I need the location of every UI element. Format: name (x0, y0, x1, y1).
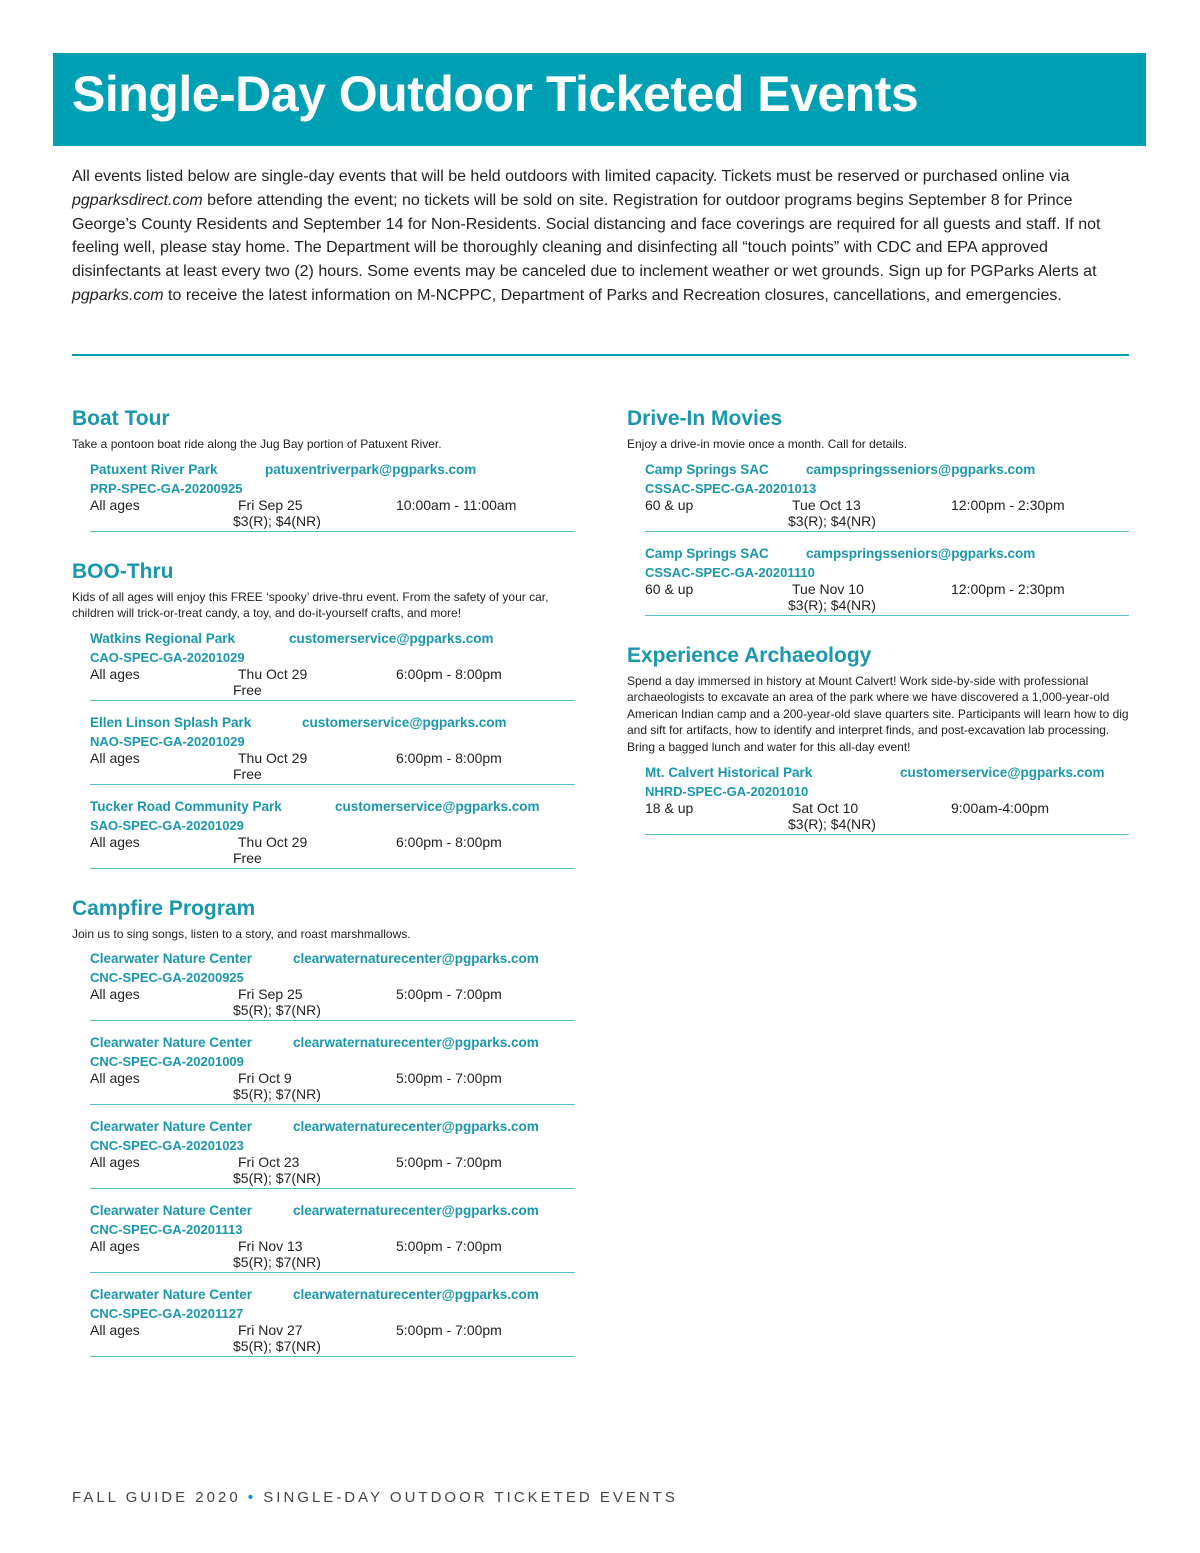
age-range: All ages (90, 749, 140, 766)
section-title: Experience Archaeology (627, 643, 872, 667)
event-section-boat-tour (72, 404, 575, 532)
contact-email-link[interactable]: clearwaternaturecenter@pgparks.com (293, 951, 539, 967)
section-description: Enjoy a drive-in movie once a month. Call for details. (627, 437, 908, 451)
age-range: All ages (90, 1322, 140, 1339)
age-range: All ages (90, 496, 140, 513)
section-description: Take a pontoon boat ride along the Jug Bay portion of Patuxent River. (72, 437, 442, 451)
event-date: Fri Nov 27 (238, 1322, 303, 1339)
location-name: Camp Springs SAC (645, 461, 769, 477)
event-price: $3(R); $4(NR) (788, 512, 876, 529)
event-price: $5(R); $7(NR) (233, 1338, 321, 1355)
section-title: BOO-Thru (72, 559, 174, 583)
activity-code: CNC-SPEC-GA-20201009 (90, 1054, 244, 1070)
entry-header (645, 762, 1129, 783)
entry-header (90, 948, 575, 969)
section-description: Spend a day immersed in history at Mount Calvert! Work side-by-side with professional archaeologists to excavate an area of the park where we have discovered a 1,000-year-old American Indian camp and a 200-year-old slave quarters site. Participants will learn how to dig and sift for artifacts, how to identify and interpret finds, and post-excavation lab processing. Bring a bagged lunch and water for this all-day event! (627, 673, 1129, 754)
contact-email-link[interactable]: campspringsseniors@pgparks.com (806, 461, 1036, 477)
location-name: Clearwater Nature Center (90, 951, 253, 967)
event-date: Thu Oct 29 (238, 749, 308, 766)
entry-header (90, 1116, 575, 1137)
event-details (90, 497, 575, 529)
intro-text-1: All events listed below are single-day events that will be held outdoors with limited capacity. Tickets must be reserved or purchased online via (72, 168, 1070, 185)
section-title: Campfire Program (72, 896, 256, 920)
event-details (645, 497, 1129, 529)
contact-email-link[interactable]: campspringsseniors@pgparks.com (806, 545, 1036, 561)
age-range: All ages (90, 665, 140, 682)
activity-code: CSSAC-SPEC-GA-20201110 (645, 564, 815, 580)
event-time: 6:00pm - 8:00pm (396, 749, 502, 766)
entry-header (90, 1284, 575, 1305)
event-entry (90, 712, 575, 785)
location-name: Patuxent River Park (90, 461, 218, 477)
event-time: 12:00pm - 2:30pm (951, 496, 1065, 513)
location-name: Clearwater Nature Center (90, 1035, 253, 1051)
event-time: 10:00am - 11:00am (396, 496, 517, 513)
event-date: Fri Nov 13 (238, 1238, 303, 1255)
event-time: 12:00pm - 2:30pm (951, 580, 1065, 597)
event-entry (645, 543, 1129, 616)
event-section-experience-archaeology (627, 641, 1129, 835)
event-price: $3(R); $4(NR) (788, 815, 876, 832)
contact-email-link[interactable]: customerservice@pgparks.com (335, 798, 540, 814)
left-column (72, 404, 575, 1368)
intro-paragraph (72, 165, 1132, 308)
contact-email-link[interactable]: customerservice@pgparks.com (900, 764, 1105, 780)
event-price: $3(R); $4(NR) (788, 596, 876, 613)
location-name: Mt. Calvert Historical Park (645, 764, 813, 780)
activity-code: CNC-SPEC-GA-20201127 (90, 1306, 244, 1322)
event-entry (90, 459, 575, 532)
activity-code: CAO-SPEC-GA-20201029 (90, 649, 245, 665)
event-entry (90, 1032, 575, 1105)
event-entry (90, 628, 575, 701)
event-section-boo-thru (72, 557, 575, 869)
activity-code: CNC-SPEC-GA-20201113 (90, 1222, 243, 1238)
event-details (90, 1154, 575, 1186)
activity-code: PRP-SPEC-GA-20200925 (90, 480, 243, 496)
event-entry (90, 1116, 575, 1189)
age-range: 18 & up (645, 799, 694, 816)
age-range: All ages (90, 833, 140, 850)
age-range: All ages (90, 1154, 140, 1171)
location-name: Camp Springs SAC (645, 545, 769, 561)
event-entry (90, 1284, 575, 1357)
event-date: Thu Oct 29 (238, 833, 308, 850)
location-name: Clearwater Nature Center (90, 1119, 253, 1135)
contact-email-link[interactable]: clearwaternaturecenter@pgparks.com (293, 1035, 539, 1051)
activity-code: CSSAC-SPEC-GA-20201013 (645, 480, 817, 496)
entry-header (90, 1032, 575, 1053)
entry-header (645, 459, 1129, 480)
event-details (90, 1322, 575, 1354)
event-price: $5(R); $7(NR) (233, 1254, 321, 1271)
section-title: Drive-In Movies (627, 407, 783, 430)
event-entry (90, 796, 575, 869)
event-price: $5(R); $7(NR) (233, 1086, 321, 1103)
event-price: $5(R); $7(NR) (233, 1002, 321, 1019)
contact-email-link[interactable]: clearwaternaturecenter@pgparks.com (293, 1119, 539, 1135)
entry-header (90, 628, 575, 649)
section-description: Join us to sing songs, listen to a story, and roast marshmallows. (72, 926, 411, 941)
pgparksdirect-link[interactable]: pgparksdirect.com (72, 191, 203, 209)
location-name: Clearwater Nature Center (90, 1203, 253, 1219)
intro-text-2: before attending the event; no tickets will be sold on site. Registration for outdoor programs begins September 8 for Prince George’s County Residents and September 14 for Non-Residents. Social distancing and face coverings are required for all guests and staff. If not feeling well, please stay home. The Department will be thoroughly cleaning and disinfecting all “touch points” with CDC and EPA approved disinfectants at least every two (2) hours. Some events may be canceled due to inclement weather or wet grounds. Sign up for PGParks Alerts at (72, 191, 1101, 281)
activity-code: NHRD-SPEC-GA-20201010 (645, 783, 809, 799)
age-range: All ages (90, 1238, 140, 1255)
event-date: Tue Nov 10 (792, 580, 864, 597)
right-column (627, 404, 1129, 846)
age-range: 60 & up (645, 580, 694, 597)
event-time: 5:00pm - 7:00pm (396, 1238, 502, 1255)
event-details (90, 750, 575, 782)
age-range: All ages (90, 1070, 140, 1087)
event-details (645, 800, 1129, 832)
location-name: Ellen Linson Splash Park (90, 714, 252, 730)
location-name: Clearwater Nature Center (90, 1287, 253, 1303)
event-time: 6:00pm - 8:00pm (396, 833, 502, 850)
title-banner (53, 53, 1146, 146)
event-time: 6:00pm - 8:00pm (396, 665, 502, 682)
activity-code: SAO-SPEC-GA-20201029 (90, 817, 244, 833)
event-date: Sat Oct 10 (792, 799, 859, 816)
event-price: $5(R); $7(NR) (233, 1170, 321, 1187)
footer-guide: FALL GUIDE 2020 (72, 1489, 241, 1506)
event-section-campfire-program (72, 894, 575, 1358)
event-date: Fri Sep 25 (238, 986, 303, 1003)
event-details (90, 1238, 575, 1270)
event-section-drive-in-movies (627, 404, 1129, 616)
contact-email-link[interactable]: customerservice@pgparks.com (302, 714, 507, 730)
entry-header (645, 543, 1129, 564)
event-price: Free (233, 849, 262, 866)
activity-code: CNC-SPEC-GA-20200925 (90, 970, 244, 986)
event-date: Thu Oct 29 (238, 665, 308, 682)
location-name: Watkins Regional Park (90, 630, 236, 646)
event-time: 5:00pm - 7:00pm (396, 986, 502, 1003)
contact-email-link[interactable]: clearwaternaturecenter@pgparks.com (293, 1287, 539, 1303)
event-time: 5:00pm - 7:00pm (396, 1322, 502, 1339)
location-name: Tucker Road Community Park (90, 798, 282, 814)
event-time: 9:00am-4:00pm (951, 799, 1050, 816)
section-title: Boat Tour (72, 407, 170, 430)
contact-email-link[interactable]: clearwaternaturecenter@pgparks.com (293, 1203, 539, 1219)
age-range: All ages (90, 986, 140, 1003)
event-details (645, 581, 1129, 613)
entry-header (90, 712, 575, 733)
event-details (90, 1070, 575, 1102)
event-date: Fri Oct 23 (238, 1154, 300, 1171)
intro-text-3: to receive the latest information on M-NCPPC, Department of Parks and Recreation closures, cancellations, and emergencies. (163, 286, 1062, 304)
event-time: 5:00pm - 7:00pm (396, 1070, 502, 1087)
activity-code: CNC-SPEC-GA-20201023 (90, 1138, 244, 1154)
age-range: 60 & up (645, 496, 694, 513)
footer-bullet: • (247, 1489, 257, 1506)
event-details (90, 986, 575, 1018)
pgparks-link[interactable]: pgparks.com (72, 286, 164, 304)
event-entry (645, 762, 1129, 835)
event-details (90, 834, 575, 866)
event-entry (645, 459, 1129, 532)
event-date: Fri Oct 9 (238, 1070, 292, 1087)
event-date: Tue Oct 13 (792, 496, 861, 513)
event-price: $3(R); $4(NR) (233, 512, 321, 529)
event-price: Free (233, 681, 262, 698)
event-entry (90, 948, 575, 1021)
event-time: 5:00pm - 7:00pm (396, 1154, 502, 1171)
entry-header (90, 1200, 575, 1221)
page-footer (72, 1489, 678, 1506)
section-description: Kids of all ages will enjoy this FREE ‘spooky’ drive-thru event. From the safety of your car, children will trick-or-treat candy, a toy, and do-it-yourself crafts, and more! (72, 589, 549, 621)
entry-header (90, 796, 575, 817)
page-title: Single-Day Outdoor Ticketed Events (72, 66, 919, 122)
contact-email-link[interactable]: customerservice@pgparks.com (289, 630, 494, 646)
event-entry (90, 1200, 575, 1273)
activity-code: NAO-SPEC-GA-20201029 (90, 733, 245, 749)
section-divider (72, 354, 1129, 356)
event-details (90, 666, 575, 698)
event-price: Free (233, 765, 262, 782)
entry-header (90, 459, 575, 480)
footer-section: SINGLE-DAY OUTDOOR TICKETED EVENTS (263, 1489, 678, 1506)
event-date: Fri Sep 25 (238, 496, 303, 513)
contact-email-link[interactable]: patuxentriverpark@pgparks.com (265, 461, 477, 477)
